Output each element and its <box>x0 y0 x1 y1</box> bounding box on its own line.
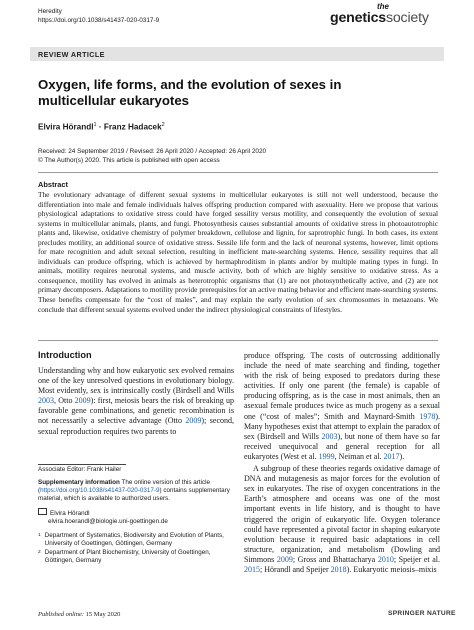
author-list <box>38 122 165 132</box>
citation-link[interactable]: 2009 <box>276 554 293 564</box>
article-type-label: REVIEW ARTICLE <box>38 49 105 59</box>
intro-text: , Neiman et al. <box>334 451 384 461</box>
associate-editor-note: Associate Editor: Frank Hailer <box>38 466 122 473</box>
citation-link[interactable]: 2009 <box>74 396 91 406</box>
intro-text: ); second, sexual reproduction requires two parents to <box>38 416 234 436</box>
logo-society: society <box>385 10 429 26</box>
published-date: 15 May 2020 <box>85 611 121 618</box>
supplementary-link[interactable]: https://doi.org/10.1038/s41437-020-0317-9 <box>40 486 160 494</box>
article-title: Oxygen, life forms, and the evolution of sexes in multicellular eukaryotes <box>38 77 342 108</box>
affiliation-2 <box>38 549 234 565</box>
intro-text: A subgroup of these theories regards oxidative damage of DNA and mutagenesis as major forces for the evolution of sex in eukaryotes. The rise of oxygen concentrations in the Earth’s atmosphere and oceans was one of the most important events in life history, and is thought to have triggered the origin of eukaryotic life. Oxygen tolerance could have represented a pivotal factor in shaping eukaryote evolution because it required basic adaptations in cell structure, organization, and metabolism (Dowling and Simmons <box>244 464 440 564</box>
intro-text: produce offspring. The costs of outcrossing additionally include the need of mate searching and finding, together with the risk of being exposed to predators during these activities. If only one parent (the female) is capable of producing offspring, as is the case in most animals, then an asexual female produces twice as much progeny as a sexual one (“cost of males”; Smith and Maynard-Smith <box>244 351 440 421</box>
published-label: Published online: <box>38 611 86 618</box>
citation-link[interactable]: 2010 <box>377 554 394 564</box>
author-name[interactable]: Elvira Hörandl <box>38 122 94 132</box>
intro-paragraph <box>244 464 440 575</box>
corresponding-author-name: Elvira Hörandl <box>50 510 90 517</box>
abstract-text: The evolutionary advantage of different sexual systems in multicellular eukaryotes is still not well understood, because the differentiation into male and female individuals halves offspring production compared with asexuality. Here we propose that various physiological adaptations to oxidative stress could have forged sessility versus motility, and consequently the evolution of sexual systems in multicellular animals, plants, and fungi. Photosynthesis causes substantial amounts of oxidative stress in photoautotrophic plants and, likewise, oxidative chemistry of polymer breakdown, cellulose and lignin, for saprotrophic fungi. In both cases, its extent precludes motility, an additional source of oxidative stress. Sessile life form and the lack of neuronal systems, however, limit options for mate recognition and adult sexual selection, resulting in inefficient mate-searching systems. Hence, sessility requires that all individuals can produce offspring, which is achieved by hermaphroditism in plants and/or by multiple mating types in fungi. In animals, motility requires neuronal systems, and muscle activity, both of which are highly sensitive to oxidative stress. As a consequence, motility has evolved in animals as heterotrophic organisms that (1) are not photosynthetically active, and (2) are not primary decomposers. Adaptations to motility provide prerequisites for an active mating behavior and efficient mate-searching systems. These benefits compensate for the “cost of males”, and may explain the early evolution of sex chromosomes in metazoans. We conclude that different sexual systems evolved under the indirect physiological constraints of lifestyles. <box>38 190 438 314</box>
license-line: © The Author(s) 2020. This article is published with open access <box>38 156 220 164</box>
intro-left-column <box>38 366 234 437</box>
footnote-rule <box>38 464 126 465</box>
affiliation-number: 2 <box>38 550 41 555</box>
affiliation-text: Department of Plant Biochemistry, University of Goettingen, Göttingen, Germany <box>44 549 211 564</box>
logo-genetics: genetics <box>330 10 386 26</box>
article-type-banner <box>30 47 444 61</box>
intro-text: ): first, meiosis bears the risk of breaking up favorable gene combinations, and genetic recombination is not necessarily a selective advantage (Otto <box>38 396 234 426</box>
publisher-logo: SPRINGER NATURE <box>388 610 456 617</box>
intro-text: , Otto <box>54 396 75 406</box>
author-separator: · <box>96 122 104 132</box>
author-name[interactable]: Franz Hadacek <box>103 122 162 132</box>
submission-dates: Received: 24 September 2019 / Revised: 26 April 2020 / Accepted: 26 April 2020 <box>38 148 267 155</box>
affiliation-table <box>38 532 234 548</box>
supplementary-text: The online version of this article ( <box>38 479 211 494</box>
citation-link[interactable]: 2003 <box>321 431 338 441</box>
author-affiliation-mark: 1 <box>93 122 97 128</box>
envelope-icon <box>38 508 47 515</box>
affiliation-table <box>38 549 234 565</box>
intro-text: ; Gross and Bhattacharya <box>292 554 378 564</box>
author-affiliation-mark: 2 <box>161 122 165 128</box>
intro-text: Understanding why and how eukaryotic sex evolved remains one of the key unresolved questions in evolutionary biology. Most evidently, sex is intrinsically costly (Birdsell and Wills <box>38 366 234 396</box>
citation-link[interactable]: 2017 <box>383 451 400 461</box>
intro-right-column <box>244 351 440 575</box>
divider <box>38 340 438 341</box>
intro-text: ; Speijer et al. <box>393 554 440 564</box>
citation-link[interactable]: 2009 <box>185 416 202 426</box>
intro-text: ; Hörandl and Speijer <box>260 564 331 574</box>
intro-text: ), but none of them have so far received unequivocal and general reception for all eukaryotes (West et al. <box>244 431 440 461</box>
citation-link[interactable]: 1978 <box>419 411 436 421</box>
published-online <box>38 611 120 618</box>
affiliation-1 <box>38 532 234 548</box>
logo-the: the <box>377 2 389 11</box>
affiliation-number: 1 <box>38 533 41 538</box>
article-history <box>38 148 266 165</box>
logo-wordmark <box>330 10 429 26</box>
supplementary-note <box>38 479 234 503</box>
affiliation-text: Department of Systematics, Biodiversity and Evolution of Plants, University of Goettingen, Göttingen, Germany <box>44 532 224 547</box>
citation-link[interactable]: 2003 <box>38 396 54 406</box>
introduction-heading: Introduction <box>38 350 92 360</box>
supplementary-label: Supplementary information <box>38 479 120 486</box>
abstract-heading: Abstract <box>38 180 68 189</box>
corresponding-author <box>38 508 234 526</box>
intro-text: ). Eukaryotic meiosis–mixis <box>346 564 437 574</box>
citation-link[interactable]: 2018 <box>330 564 347 574</box>
intro-text: ). Many hypotheses exist that attempt to explain the paradox of sex (Birdsell and Wills <box>244 411 440 441</box>
divider <box>38 172 438 173</box>
citation-link[interactable]: 1999 <box>318 451 335 461</box>
corresponding-author-email[interactable]: elvira.hoerandl@biologie.uni-goettingen.de <box>48 517 168 525</box>
journal-header <box>38 8 159 25</box>
intro-text: ). <box>399 451 405 461</box>
article-doi[interactable]: https://doi.org/10.1038/s41437-020-0317-9 <box>38 16 160 24</box>
citation-link[interactable]: 2015 <box>244 564 260 574</box>
genetics-society-logo <box>330 2 442 32</box>
supplementary-text: ) contains supplementary material, which is available to authorized users. <box>38 486 230 502</box>
journal-name: Heredity <box>38 8 62 15</box>
